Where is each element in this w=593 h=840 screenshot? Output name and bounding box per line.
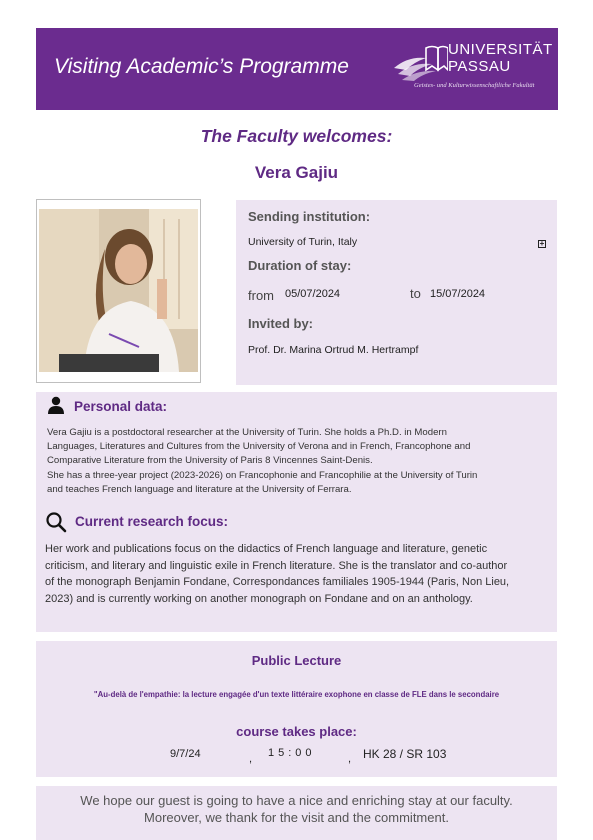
research-line: of the monograph Benjamin Fondane, Correspondances familiales 1905-1944 (Paris, Non Lieu, [45,576,510,588]
invited-by-label: Invited by: [248,316,314,331]
personal-line: Languages, Literatures and Cultures from the University of Verona and in French, Francophone and [47,441,471,453]
closing-line: We hope our guest is going to have a nice and enriching stay at our faculty. [80,793,513,808]
lecture-date: 9/7/24 [170,748,201,760]
closing-line: Moreover, we thank for the visit and the commitment. [144,810,449,825]
personal-line: Comparative Literature from the University of Paris 8 Vincennes Saint-Denis. [47,455,373,467]
closing-text [36,792,557,826]
header-banner [36,28,558,110]
stay-info-panel [236,200,557,385]
separator-comma: , [348,753,352,765]
separator-comma: , [249,753,253,765]
from-date: 05/07/2024 [285,288,341,300]
welcome-heading: The Faculty welcomes: [200,126,393,146]
plus-icon[interactable]: + [539,239,545,248]
public-lecture-panel [36,641,557,777]
personal-data-heading: Personal data: [74,399,168,414]
guest-photo [39,209,198,372]
from-label: from [248,288,274,303]
research-focus-heading: Current research focus: [75,514,229,529]
lecture-time: 15:00 [268,747,316,759]
personal-data-text [47,426,552,497]
research-line: 2023) and is currently working on another monograph on Fondane and on an anthology. [45,592,473,605]
logo-text-universitaet: UNIVERSITÄT [448,41,553,58]
personal-line: Vera Gajiu is a postdoctoral researcher at the University of Turin. She holds a Ph.D. in Modern [47,427,447,438]
logo-text-passau: PASSAU [448,58,511,75]
course-place-label: course takes place: [236,724,357,739]
research-line: criticism, and literary and linguistic exile in French literature. She is the translator and co-author [45,559,508,572]
sending-institution-value: University of Turin, Italy [248,236,358,248]
to-date: 15/07/2024 [430,288,486,300]
person-icon [47,396,65,414]
duration-label: Duration of stay: [248,258,352,273]
to-label: to [410,286,421,301]
closing-panel [36,786,557,840]
invited-by-value: Prof. Dr. Marina Ortrud M. Hertrampf [248,344,419,356]
research-focus-text [45,541,553,607]
logo-faculty-name: Geistes- und Kulturwissenschaftliche Fakultät [414,82,535,89]
guest-photo-frame [36,199,201,383]
sending-institution-label: Sending institution: [248,209,371,224]
lecture-room: HK 28 / SR 103 [363,747,447,761]
university-logo-mark [392,42,448,82]
personal-line: and teaches French language and literature at the University of Ferrara. [47,483,352,495]
programme-title: Visiting Academic’s Programme [54,55,349,78]
search-icon [45,511,67,533]
public-lecture-title: Public Lecture [251,653,342,668]
university-logo [388,38,553,102]
personal-line: She has a three-year project (2023-2026) on Francophonie and Francophilie at the University of Turin [47,469,478,481]
personal-data-panel [36,392,557,632]
guest-name: Vera Gajiu [254,163,339,182]
lecture-topic: "Au-delà de l'empathie: la lecture engagée d'un texte littéraire exophone en classe de FLE dans le secondaire [93,690,500,699]
research-line: Her work and publications focus on the didactics of French language and literature, genetic [45,543,488,555]
